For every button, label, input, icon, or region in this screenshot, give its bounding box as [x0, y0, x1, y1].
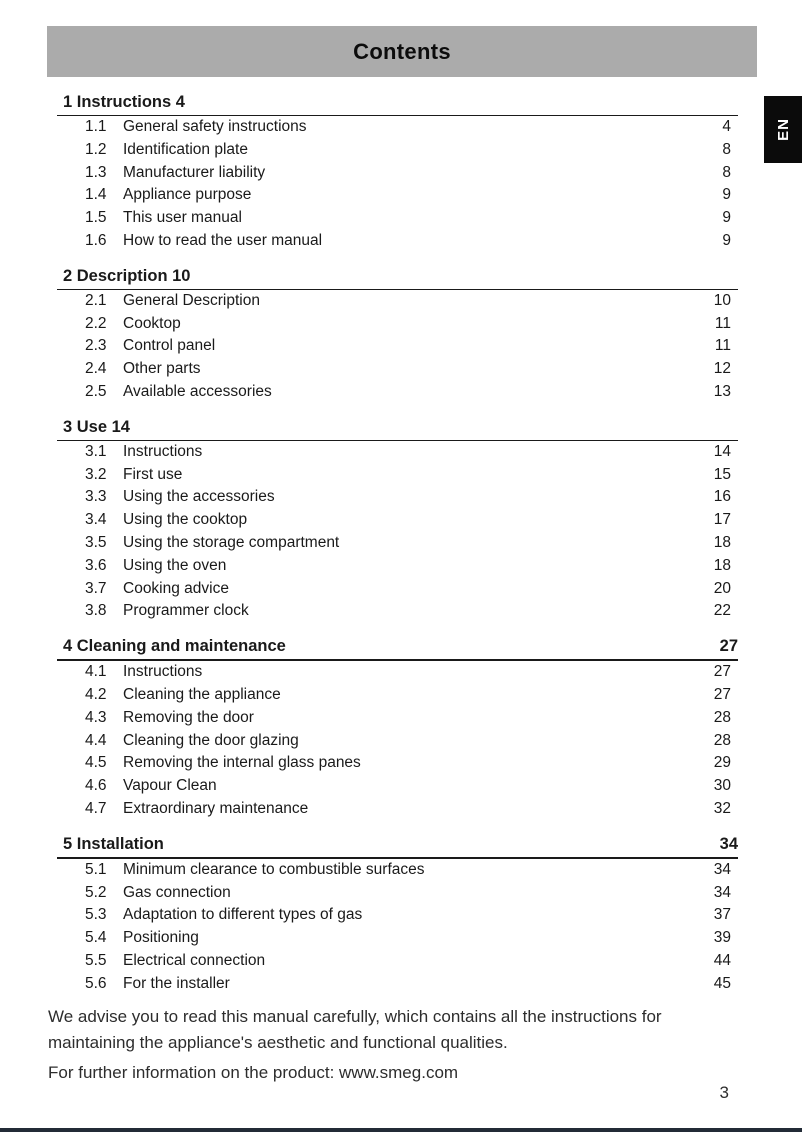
language-tab: [764, 96, 802, 163]
toc-entry: [57, 882, 738, 905]
entry-page: 32: [713, 799, 731, 817]
entry-number: 3.7: [85, 579, 107, 597]
entry-title: Vapour Clean: [123, 777, 217, 795]
entry-title: Control panel: [123, 337, 216, 355]
entry-page: 44: [713, 951, 731, 969]
entry-title: General Description: [123, 291, 260, 309]
entry-page: 28: [713, 731, 731, 749]
entry-page: 9: [722, 231, 731, 249]
entry-title: Appliance purpose: [123, 186, 252, 204]
entry-title: Using the accessories: [123, 488, 275, 506]
toc-entry: [57, 230, 738, 253]
entry-title: How to read the user manual: [123, 231, 323, 249]
toc-entry: [57, 290, 738, 313]
toc-entry: [57, 707, 738, 730]
section-heading-label: 3 Use 14: [63, 417, 130, 436]
entry-title: Manufacturer liability: [123, 163, 266, 181]
toc-entry: [57, 661, 738, 684]
toc-entry: [57, 730, 738, 753]
entry-page: 28: [713, 708, 731, 726]
entry-number: 1.3: [85, 163, 107, 181]
toc-entry: [57, 600, 738, 623]
entry-page: 34: [713, 860, 731, 878]
entry-title: Using the storage compartment: [123, 533, 340, 551]
page-title: Contents: [353, 38, 451, 64]
toc-section-1: [57, 90, 738, 253]
entry-page: 4: [722, 118, 731, 135]
toc-entry: [57, 532, 738, 555]
entry-number: 4.6: [85, 777, 107, 795]
toc-entry: [57, 950, 738, 973]
entry-number: 4.5: [85, 754, 107, 772]
toc-entry: [57, 904, 738, 927]
toc-entry: [57, 684, 738, 707]
toc-entry: [57, 162, 738, 185]
section-heading: [57, 264, 738, 290]
entry-title: First use: [123, 465, 183, 483]
toc-section-2: [57, 264, 738, 404]
entry-page: 11: [714, 337, 731, 355]
entry-number: 4.2: [85, 685, 107, 703]
entry-number: 5.5: [85, 951, 107, 969]
entry-number: 1.5: [85, 209, 107, 227]
toc-section-3: [57, 415, 738, 623]
entry-page: 16: [713, 488, 731, 506]
entry-page: 8: [722, 140, 731, 158]
entry-number: 3.2: [85, 465, 107, 483]
entry-title: General safety instructions: [123, 118, 307, 135]
toc-entry: [57, 859, 738, 882]
toc-entry: [57, 927, 738, 950]
entry-page: 12: [713, 360, 731, 378]
entry-title: Cleaning the door glazing: [123, 731, 299, 749]
toc-entry: [57, 313, 738, 336]
entry-title: Instructions: [123, 442, 203, 460]
entry-title: Extraordinary maintenance: [123, 799, 309, 817]
section-heading-label: 4 Cleaning and maintenance: [63, 637, 286, 656]
section-heading-label: 1 Instructions 4: [63, 93, 185, 111]
contents-header-bar: [47, 26, 757, 77]
toc-entry: [57, 116, 738, 139]
entry-number: 3.4: [85, 511, 107, 529]
toc-entry: [57, 973, 738, 996]
toc-entry: [57, 184, 738, 207]
toc-section-5: [57, 832, 738, 996]
toc-entry: [57, 464, 738, 487]
entry-number: 3.3: [85, 488, 107, 506]
entry-number: 2.2: [85, 314, 107, 332]
toc-section-4: [57, 634, 738, 821]
entry-number: 2.4: [85, 360, 107, 378]
bottom-accent-bar: [0, 1128, 802, 1132]
entry-title: Identification plate: [123, 140, 248, 158]
entry-title: Minimum clearance to combustible surfaces: [123, 860, 425, 878]
toc-entry: [57, 578, 738, 601]
entry-page: 39: [713, 929, 731, 947]
entry-page: 20: [713, 579, 731, 597]
footer-note: [48, 1004, 696, 1086]
entry-page: 27: [713, 663, 731, 681]
entry-number: 2.5: [85, 382, 107, 400]
section-heading: [57, 634, 738, 661]
section-heading: [57, 832, 738, 859]
entry-number: 2.3: [85, 337, 107, 355]
entry-title: Cooking advice: [123, 579, 229, 597]
entry-number: 4.3: [85, 708, 107, 726]
toc-entry: [57, 358, 738, 381]
entry-title: Gas connection: [123, 883, 231, 901]
toc-entry: [57, 335, 738, 358]
toc-entry: [57, 486, 738, 509]
entry-page: 9: [722, 209, 731, 227]
entry-page: 9: [722, 186, 731, 204]
entry-number: 5.3: [85, 906, 107, 924]
entry-title: Using the cooktop: [123, 511, 248, 529]
entry-number: 1.4: [85, 186, 107, 204]
entry-number: 3.1: [85, 442, 107, 460]
entry-page: 17: [713, 511, 731, 529]
entry-number: 5.1: [85, 860, 107, 878]
toc-entry: [57, 207, 738, 230]
entry-number: 5.2: [85, 883, 107, 901]
entry-number: 3.8: [85, 602, 107, 620]
entry-title: Instructions: [123, 663, 203, 681]
toc-entry: [57, 381, 738, 404]
section-heading-label: 2 Description 10: [63, 266, 191, 285]
entry-number: 3.6: [85, 556, 107, 574]
toc-entry: [57, 441, 738, 464]
entry-number: 1.2: [85, 140, 107, 158]
toc: [57, 90, 738, 1007]
entry-page: 37: [713, 906, 731, 924]
entry-title: Positioning: [123, 929, 199, 947]
entry-title: Available accessories: [123, 382, 272, 400]
entry-title: Using the oven: [123, 556, 227, 574]
entry-title: Electrical connection: [123, 951, 266, 969]
footer-info-text: For further information on the product: www.smeg.com: [48, 1063, 459, 1082]
entry-title: Other parts: [123, 360, 201, 378]
entry-number: 1.6: [85, 231, 107, 249]
entry-number: 5.6: [85, 974, 107, 992]
entry-page: 18: [713, 556, 731, 574]
entry-page: 15: [713, 465, 731, 483]
toc-entry: [57, 509, 738, 532]
toc-entry: [57, 798, 738, 821]
entry-title: Adaptation to different types of gas: [123, 906, 363, 924]
entry-page: 10: [713, 291, 731, 309]
section-heading-page: 27: [719, 637, 738, 656]
entry-page: 11: [714, 314, 731, 332]
entry-title: Cooktop: [123, 314, 181, 332]
toc-entry: [57, 555, 738, 578]
entry-title: Cleaning the appliance: [123, 685, 281, 703]
entry-page: 14: [713, 442, 731, 460]
entry-page: 29: [713, 754, 731, 772]
entry-number: 4.4: [85, 731, 107, 749]
entry-page: 27: [713, 685, 731, 703]
entry-number: 5.4: [85, 929, 107, 947]
section-heading: [57, 415, 738, 441]
entry-page: 30: [713, 777, 731, 795]
section-heading-label: 5 Installation: [63, 834, 164, 853]
entry-page: 18: [713, 533, 731, 551]
language-tab-label: EN: [774, 118, 792, 141]
page-number: 3: [719, 1083, 729, 1102]
entry-page: 8: [722, 163, 731, 181]
entry-title: For the installer: [123, 974, 230, 992]
entry-number: 4.1: [85, 663, 107, 681]
entry-title: Removing the internal glass panes: [123, 754, 361, 772]
entry-number: 3.5: [85, 533, 107, 551]
toc-entry: [57, 752, 738, 775]
entry-number: 2.1: [85, 291, 107, 309]
toc-entry: [57, 139, 738, 162]
entry-page: 13: [713, 382, 731, 400]
section-heading: [57, 90, 738, 116]
entry-page: 34: [713, 883, 731, 901]
entry-title: This user manual: [123, 209, 242, 227]
entry-page: 22: [713, 602, 731, 620]
footer-note-text: We advise you to read this manual carefully, which contains all the instructions for maintaining the appliance's aesthetic and functional qualities.: [48, 1007, 662, 1052]
entry-number: 4.7: [85, 799, 107, 817]
entry-page: 45: [713, 974, 731, 992]
entry-title: Programmer clock: [123, 602, 249, 620]
section-heading-page: 34: [719, 834, 738, 853]
entry-title: Removing the door: [123, 708, 254, 726]
toc-entry: [57, 775, 738, 798]
entry-number: 1.1: [85, 118, 107, 135]
